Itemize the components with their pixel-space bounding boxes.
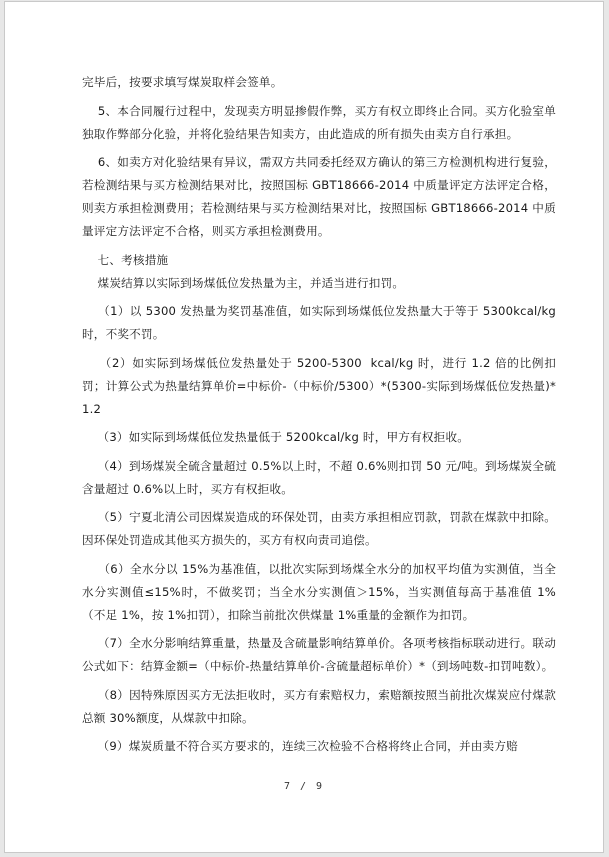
paragraph: 6、如卖方对化验结果有异议，需双方共同委托经双方确认的第三方检测机构进行复验，若检测结果与买方检测结果对比，按照国标 GBT18666-2014 中质量评定方法评定合格，则卖方承担检测费用；若检测结果与买方检测结果对比，按照国标 GBT18666-2014 中质量评定方法评定不合格，则买方承担检测费用。 bbox=[82, 155, 556, 238]
document-body bbox=[82, 71, 560, 764]
paragraph: （7）全水分影响结算重量，热量及含硫量影响结算单价。各项考核指标联动进行。联动公式如下：结算金额=（中标价-热量结算单价-含硫量超标单价）*（到场吨数-扣罚吨数）。 bbox=[82, 636, 556, 673]
paragraph: （9）煤炭质量不符合买方要求的，连续三次检验不合格将终止合同，并由卖方赔 bbox=[82, 739, 518, 753]
paragraph: 煤炭结算以实际到场煤低位发热量为主，并适当进行扣罚。 bbox=[82, 275, 405, 290]
paragraph: （4）到场煤炭全硫含量超过 0.5%以上时，不超 0.6%则扣罚 50 元/吨。到场煤炭全硫含量超过 0.6%以上时，买方有权拒收。 bbox=[82, 458, 556, 496]
paragraph: 5、本合同履行过程中，发现卖方明显掺假作弊，买方有权立即终止合同。买方化验室单独取作弊部分化验，并将化验结果告知卖方，由此造成的所有损失由卖方自行承担。 bbox=[82, 103, 556, 141]
paragraph: （1）以 5300 发热量为奖罚基准值，如实际到场煤低位发热量大于等于 5300kcal/kg 时，不奖不罚。 bbox=[82, 304, 560, 341]
document-page bbox=[4, 1, 604, 853]
paragraph: 完毕后，按要求填写煤炭取样会签单。 bbox=[82, 75, 283, 89]
paragraph: （5）宁夏北清公司因煤炭造成的环保处罚，由卖方承担相应罚款，罚款在煤款中扣除。因环保处罚造成其他买方损失的，买方有权向责司追偿。 bbox=[82, 510, 556, 547]
paragraph: （6）全水分以 15%为基准值，以批次实际到场煤全水分的加权平均值为实测值，当全水分实测值≤15%时，不做奖罚；当全水分实测值＞15%，当实测值每高于基准值 1%（不足 1%，按 1%扣罚），扣除当前批次供煤量 1%重量的金额作为扣罚。 bbox=[82, 561, 556, 622]
paragraph: （3）如实际到场煤低位发热量低于 5200kcal/kg 时，甲方有权拒收。 bbox=[82, 430, 470, 444]
paragraph: （8）因特殊原因买方无法拒收时，买方有索赔权力，索赔额按照当前批次煤炭应付煤款总额 30%额度，从煤款中扣除。 bbox=[82, 687, 556, 725]
paragraph: （2）如实际到场煤低位发热量处于 5200-5300 kcal/kg 时，进行 1.2 倍的比例扣罚；计算公式为热量结算单价=中标价-（中标价/5300）*(5300-实际到场煤低位发热量)*1.2 bbox=[82, 355, 556, 416]
page-number: 7 / 9 bbox=[283, 781, 325, 792]
section-heading: 七、考核措施 bbox=[82, 252, 169, 267]
